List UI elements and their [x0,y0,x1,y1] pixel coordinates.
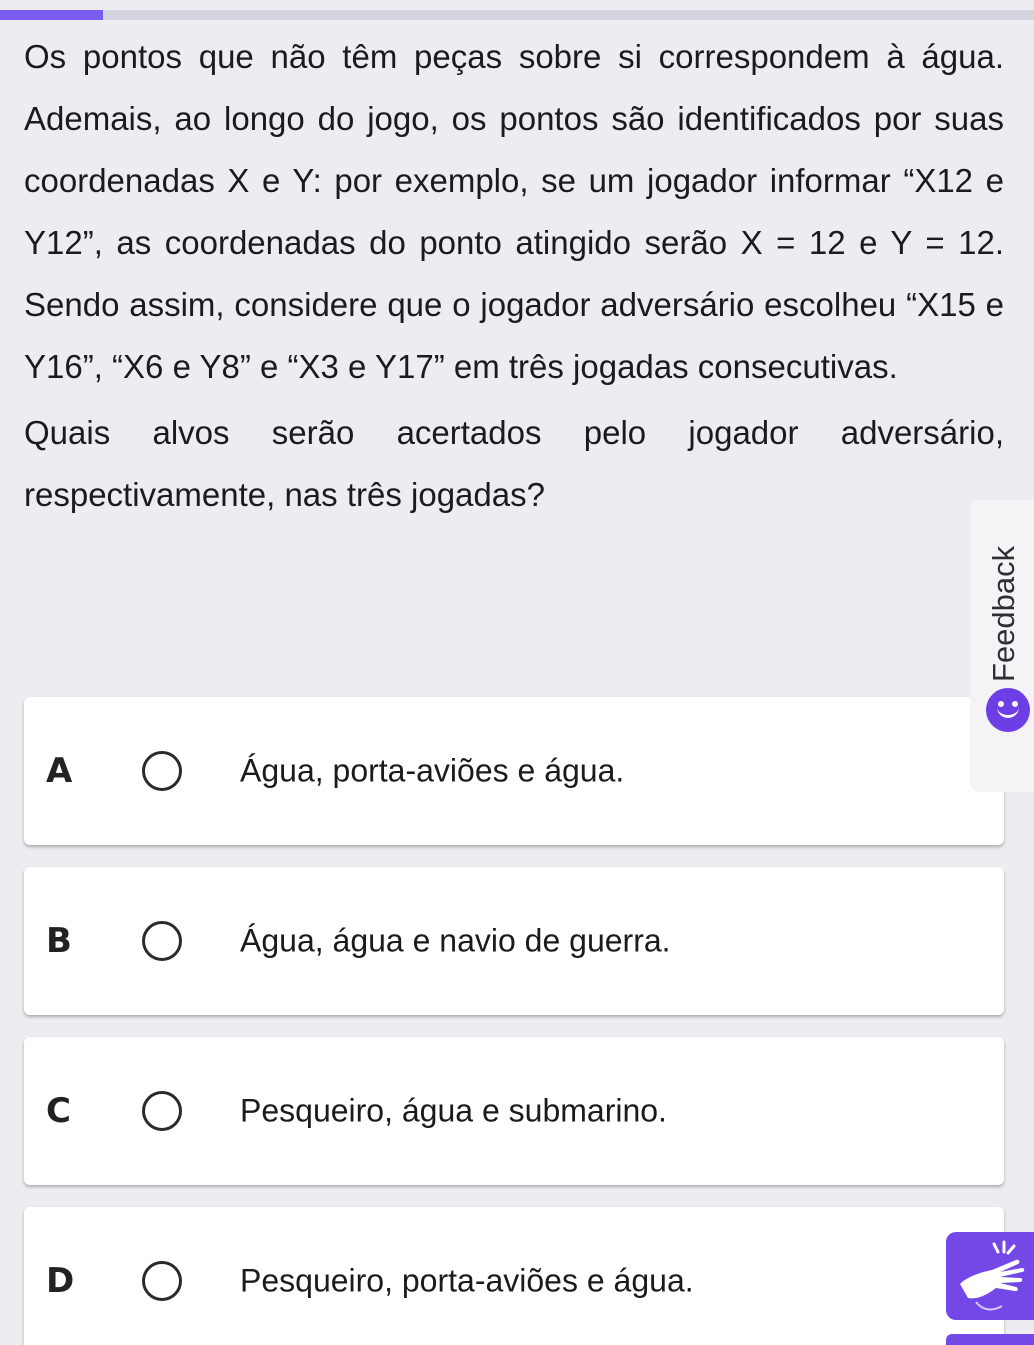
sign-language-button[interactable] [946,1232,1034,1320]
bottom-accent-bar [946,1334,1034,1345]
option-text: Água, água e navio de guerra. [240,922,671,959]
answer-option-c[interactable] [24,1037,1004,1185]
question-paragraph: Os pontos que não têm peças sobre si correspondem à água. Ademais, ao longo do jogo, os pontos são identificados por suas coordenadas X e Y: por exemplo, se um jogador informar “X12 e Y12”, as coordenadas do ponto atingido serão X = 12 e Y = 12. Sendo assim, considere que o jogador adversário escolheu “X15 e Y16”, “X6 e Y8” e “X3 e Y17” em três jogadas consecutivas. [24,38,1004,385]
sign-language-hand-icon [946,1232,1034,1320]
option-text: Pesqueiro, porta-aviões e água. [240,1262,694,1299]
progress-bar [0,10,1034,20]
radio-button[interactable] [142,751,182,791]
radio-button[interactable] [142,1091,182,1131]
answer-option-d[interactable] [24,1207,1004,1345]
option-text: Pesqueiro, água e submarino. [240,1092,667,1129]
radio-button[interactable] [142,1261,182,1301]
answer-option-a[interactable] [24,697,1004,845]
smiley-icon[interactable] [986,688,1030,732]
answer-option-b[interactable] [24,867,1004,1015]
option-letter: B [46,921,72,961]
option-letter: C [46,1091,71,1131]
question-text [24,26,1004,526]
option-text: Água, porta-aviões e água. [240,752,625,789]
question-prompt: Quais alvos serão acertados pelo jogador adversário, respectivamente, nas três jogadas? [24,414,1004,513]
option-letter: A [46,751,73,791]
option-letter: D [46,1261,75,1301]
feedback-label[interactable]: Feedback [986,545,1021,682]
progress-bar-fill [0,10,103,20]
radio-button[interactable] [142,921,182,961]
